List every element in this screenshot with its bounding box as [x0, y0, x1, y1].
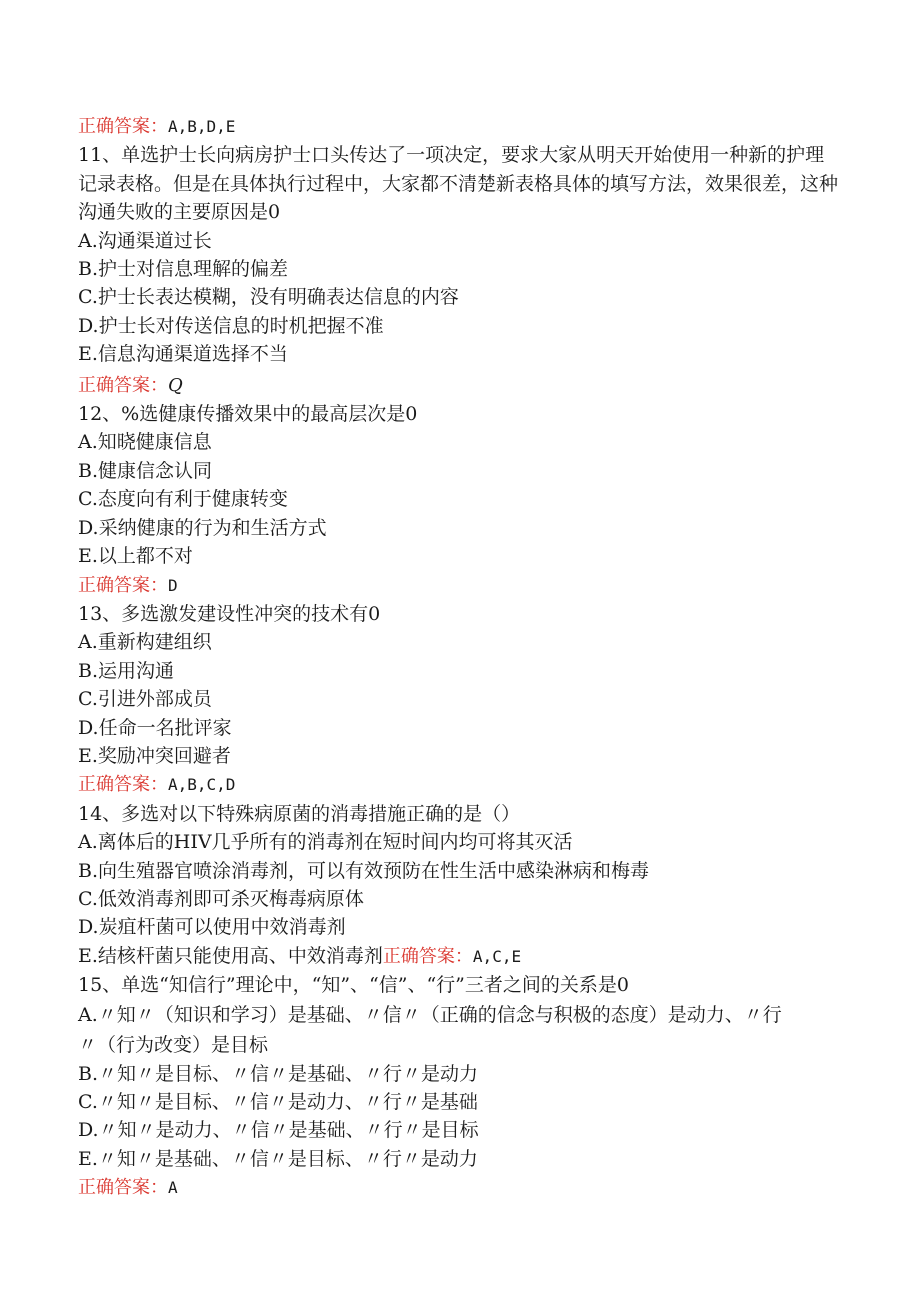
question-14-option-d: D.炭疽杆菌可以使用中效消毒剂: [78, 916, 346, 939]
answer-value: Q: [168, 374, 183, 396]
question-14-option-e: E.结核杆菌只能使用高、中效消毒剂: [78, 944, 383, 967]
question-12-option-d: D.采纳健康的行为和生活方式: [78, 516, 327, 539]
question-13-text: 13、多选激发建设性冲突的技术有0: [78, 602, 381, 625]
answer-label: 正确答案：: [78, 774, 168, 796]
question-15-text: 15、单选“知信行”理论中，“知”、“信”、“行”三者之间的关系是0: [78, 974, 629, 997]
question-14-option-c: C.低效消毒剂即可杀灭梅毒病原体: [78, 887, 364, 910]
answer-label: 正确答案：: [382, 945, 473, 967]
question-12-option-e: E.以上都不对: [78, 545, 193, 568]
answer-line: [78, 770, 858, 799]
answer-value: D: [168, 575, 178, 595]
answer-line: [78, 571, 858, 600]
answer-label: 正确答案：: [78, 374, 168, 396]
question-15-option-e: E.〃知〃是基础、〃信〃是目标、〃行〃是动力: [78, 1147, 478, 1170]
question-14-text: 14、多选对以下特殊病原菌的消毒措施正确的是（）: [78, 802, 521, 825]
question-12-option-c: C.态度向有利于健康转变: [78, 488, 288, 511]
question-11-option-b: B.护士对信息理解的偏差: [78, 258, 289, 281]
question-13-option-a: A.重新构建组织: [78, 631, 212, 654]
question-13-option-e: E.奖励冲突回避者: [78, 744, 231, 767]
answer-line: [78, 1173, 858, 1202]
question-11-text: 11、单选护士长向病房护士口头传达了一项决定，要求大家从明天开始使用一种新的护理记录表格。但是在具体执行过程中，大家都不清楚新表格具体的填写方法，效果很差，这种沟通失败的主要原因是0: [78, 144, 839, 224]
question-13-option-b: B.运用沟通: [78, 659, 175, 682]
answer-value: A: [168, 1178, 178, 1198]
question-11-option-c: C.护士长表达模糊，没有明确表达信息的内容: [78, 286, 459, 309]
question-11-option-a: A.沟通渠道过长: [78, 229, 212, 252]
question-15-option-a: A.〃知〃（知识和学习）是基础、〃信〃（正确的信念与积极的态度）是动力、〃行〃（行为改变）是目标: [78, 1003, 782, 1056]
document-page: [78, 112, 858, 1203]
answer-value: A,C,E: [472, 946, 522, 966]
answer-label: 正确答案：: [78, 1177, 168, 1199]
question-14-option-e-with-answer: [78, 942, 858, 971]
question-11-option-d: D.护士长对传送信息的时机把握不准: [78, 314, 384, 337]
question-15-option-c: C.〃知〃是目标、〃信〃是动力、〃行〃是基础: [78, 1091, 478, 1113]
question-13-option-c: C.引进外部成员: [78, 688, 212, 711]
question-11-option-e: E.信息沟通渠道选择不当: [78, 343, 288, 366]
question-12-option-b: B.健康信念认同: [78, 459, 213, 482]
answer-label: 正确答案：: [78, 116, 168, 137]
answer-value: A,B,C,D: [168, 775, 236, 795]
answer-label: 正确答案：: [78, 574, 168, 596]
answer-value: A,B,D,E: [168, 117, 236, 136]
answer-line: [78, 112, 858, 141]
answer-line: [78, 371, 858, 400]
question-15-option-b: B.〃知〃是目标、〃信〃是基础、〃行〃是动力: [78, 1062, 479, 1085]
question-13-option-d: D.任命一名批评家: [78, 716, 232, 739]
question-14-option-a: A.离体后的HIV几乎所有的消毒剂在短时间内均可将其灭活: [78, 831, 573, 854]
question-12-text: 12、%选健康传播效果中的最高层次是0: [78, 403, 418, 426]
question-12-option-a: A.知晓健康信息: [78, 431, 212, 454]
question-14-option-b: B.向生殖器官喷涂消毒剂，可以有效预防在性生活中感染淋病和梅毒: [78, 859, 650, 882]
question-15-option-d: D.〃知〃是动力、〃信〃是基础、〃行〃是目标: [78, 1119, 479, 1142]
